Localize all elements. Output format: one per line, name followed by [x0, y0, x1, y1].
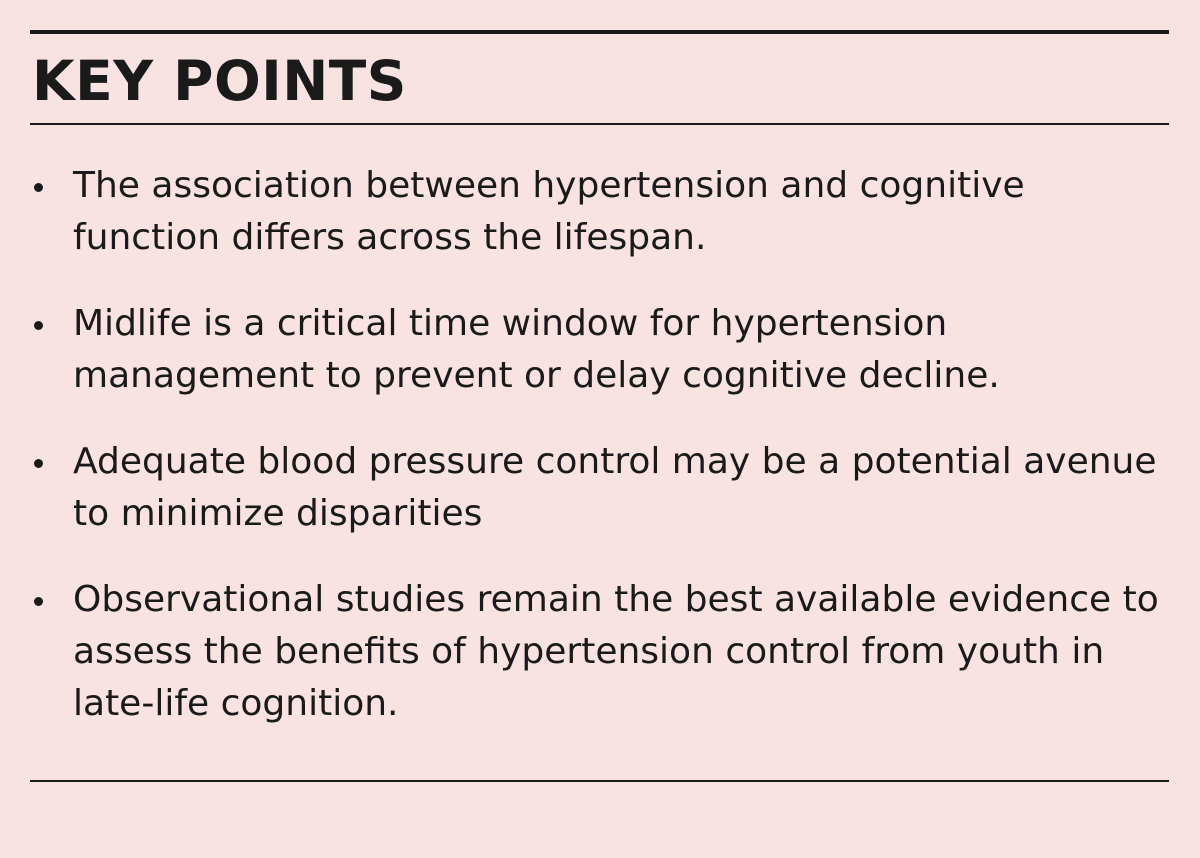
top-rule	[30, 30, 1169, 34]
key-point-item	[30, 160, 1169, 264]
key-point-item	[30, 436, 1169, 540]
key-point-text: Observational studies remain the best available evidence to assess the benefits of hypertension control from youth in late-life cognition.	[73, 579, 1159, 724]
bullet-icon	[34, 321, 43, 330]
bullet-icon	[34, 597, 43, 606]
key-point-text: Midlife is a critical time window for hypertension management to prevent or delay cognitive decline.	[73, 303, 1000, 396]
bullet-icon	[34, 183, 43, 192]
title-divider	[30, 123, 1169, 125]
key-points-list	[30, 160, 1169, 764]
bullet-icon	[34, 459, 43, 468]
key-point-text: Adequate blood pressure control may be a potential avenue to minimize disparities	[73, 441, 1157, 534]
bottom-rule	[30, 780, 1169, 782]
key-point-text: The association between hypertension and cognitive function differs across the lifespan.	[73, 165, 1025, 258]
key-point-item	[30, 298, 1169, 402]
key-points-box	[30, 30, 1169, 782]
key-point-item	[30, 574, 1169, 730]
key-points-title: KEY POINTS	[32, 49, 407, 113]
